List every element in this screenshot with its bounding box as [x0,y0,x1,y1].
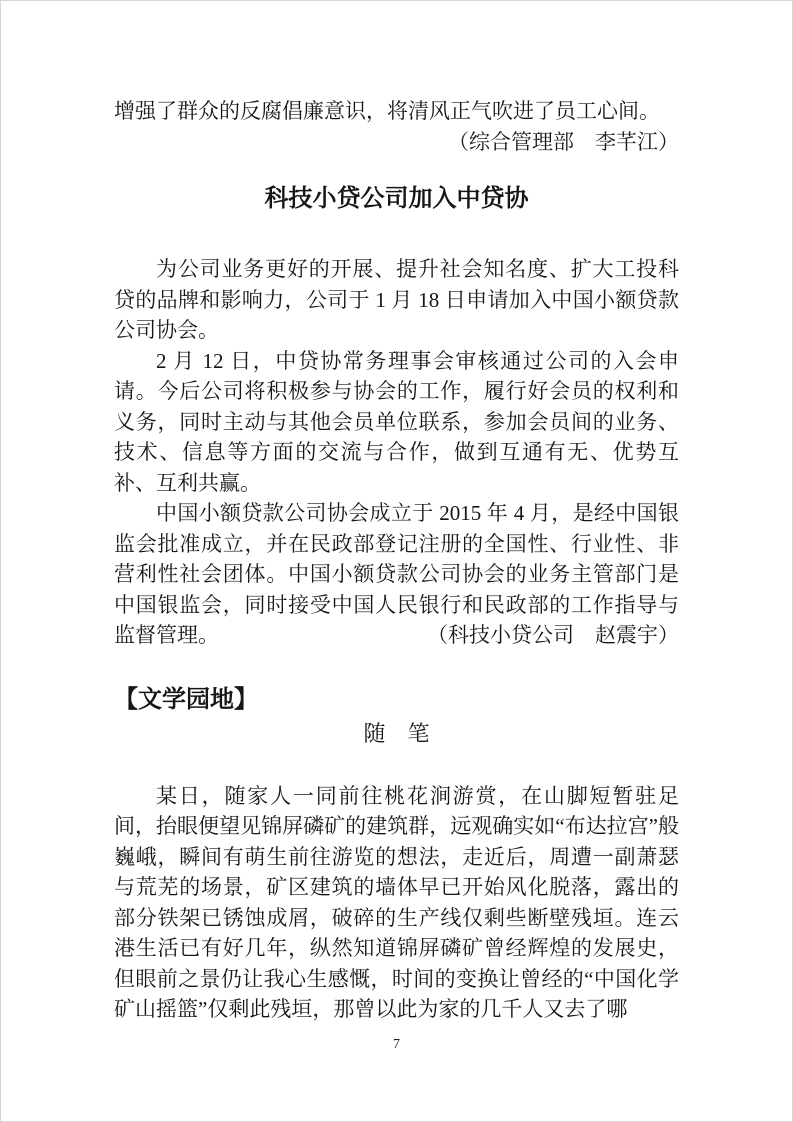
article-attribution: （科技小贷公司 赵震宇） [427,623,679,647]
essay-title: 随 笔 [363,720,430,746]
previous-article-closing-line: 增强了群众的反腐倡廉意识，将清风正气吹进了员工心间。 [114,99,660,123]
article-title: 科技小贷公司加入中贷协 [264,185,529,212]
article-paragraph-3-text: 中国小额贷款公司协会成立于 2015 年 4 月，是经中国银监会批准成立，并在民政部登记注册的全国性、行业性、非营利性社会团体。中国小额贷款公司协会的业务主管部门是中国银监会，同时接受中国人民银行和民政部的工作指导与监督管理。 [114,501,679,647]
page-number: 7 [393,1037,400,1052]
article-paragraph-1: 为公司业务更好的开展、提升社会知名度、扩大工投科贷的品牌和影响力，公司于 1 月 18 日申请加入中国小额贷款公司协会。 [114,257,679,342]
previous-article-attribution: （综合管理部 李芊江） [448,129,679,154]
essay-paragraph: 某日，随家人一同前往桃花涧游赏，在山脚短暂驻足间，抬眼便望见锦屏磷矿的建筑群，远观确实如“布达拉宫”般巍峨，瞬间有萌生前往游览的想法，走近后，周遭一副萧瑟与荒芜的场景，矿区建筑的墙体早已开始风化脱落，露出的部分铁架已锈蚀成屑，破碎的生产线仅剩些断壁残垣。连云港生活已有好几年，纵然知道锦屏磷矿曾经辉煌的发展史，但眼前之景仍让我心生感慨，时间的变换让曾经的“中国化学矿山摇篮”仅剩此残垣，那曾以此为家的几千人又去了哪 [114,783,679,1021]
article-paragraph-2: 2 月 12 日，中贷协常务理事会审核通过公司的入会申请。今后公司将积极参与协会的工作，履行好会员的权利和义务，同时主动与其他会员单位联系，参加会员间的业务、技术、信息等方面的交流与合作，做到互通有无、优势互补、互利共赢。 [114,348,679,495]
previous-article-ending [114,96,679,157]
article-paragraph-3 [114,498,679,651]
section-marker-literature-garden: 【文学园地】 [114,686,258,713]
